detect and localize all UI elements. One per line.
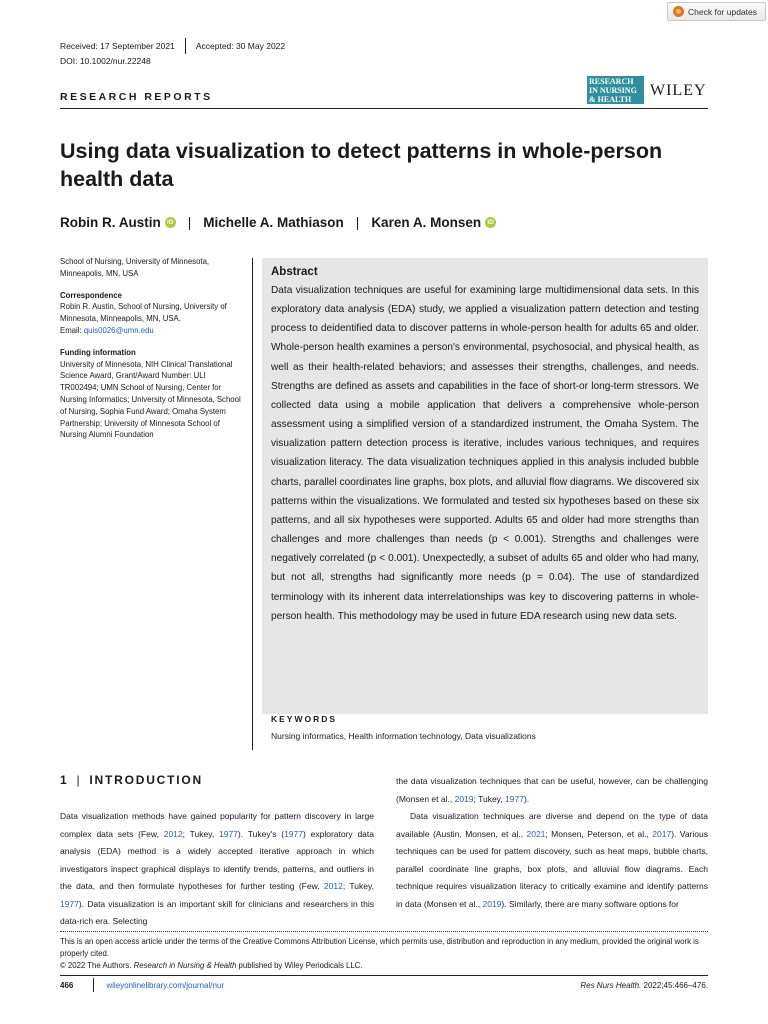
journal-name: Research in Nursing & Health bbox=[133, 961, 237, 970]
correspondence-heading: Correspondence bbox=[60, 290, 122, 300]
citation-details: 2022;45:466–476. bbox=[641, 980, 708, 990]
reference-link[interactable]: 1977 bbox=[219, 828, 238, 839]
author-divider: | bbox=[187, 215, 192, 230]
text-run: ; Tukey, bbox=[473, 793, 506, 804]
text-run: ; Tukey, bbox=[182, 828, 219, 839]
journal-logo: RESEARCH IN NURSING & HEALTH bbox=[587, 76, 644, 104]
license-text: This is an open access article under the terms of the Creative Commons Attribution License, which permits use, distribution and reproduction in any medium, provided the original work is properly cited. bbox=[60, 937, 699, 958]
text-run: ) exploratory data analysis (EDA) method is a widely accepted iterative approach in which investigators inspect graphical displays to identify trends, patterns, and outliers in the data, and then formulate hypotheses for further testing (Few, bbox=[60, 828, 374, 891]
dates-row bbox=[60, 38, 285, 54]
text-run: published by Wiley Periodicals LLC. bbox=[236, 961, 363, 970]
email-label: Email: bbox=[60, 325, 82, 335]
text-run: ). Various techniques can be used for pattern discovery, such as heat maps, bubble charts, parallel coordinate line graphs, box plots, and alluvial flow diagrams. Each technique requires visualization literacy to critically examine and identify patterns in data (Monsen et al., bbox=[396, 828, 708, 909]
reference-link[interactable]: 2019 bbox=[482, 898, 502, 909]
accepted-date: Accepted: 30 May 2022 bbox=[195, 41, 286, 51]
doi[interactable]: DOI: 10.1002/nur.22248 bbox=[60, 56, 151, 66]
text-run: ). Similarly, there are many software options for bbox=[501, 898, 679, 909]
body-paragraph bbox=[396, 773, 708, 808]
check-for-updates-button[interactable] bbox=[667, 2, 766, 21]
text-run: ). bbox=[523, 793, 530, 804]
funding-heading: Funding information bbox=[60, 347, 136, 357]
license-note bbox=[60, 936, 708, 972]
section-label: RESEARCH REPORTS bbox=[60, 91, 213, 103]
reference-link[interactable]: 2012 bbox=[163, 828, 183, 839]
license-divider bbox=[60, 931, 708, 932]
abstract-heading: Abstract bbox=[271, 266, 318, 278]
section-number: 1 bbox=[60, 773, 69, 787]
page-footer bbox=[60, 978, 708, 992]
header-rule bbox=[60, 108, 708, 109]
footer-divider bbox=[93, 978, 94, 992]
reference-link[interactable]: 1977 bbox=[60, 898, 79, 909]
body-column-left bbox=[60, 808, 374, 931]
reference-link[interactable]: 2012 bbox=[323, 881, 343, 891]
received-date: Received: 17 September 2021 bbox=[60, 41, 175, 51]
author-name[interactable]: Michelle A. Mathiason bbox=[203, 215, 344, 230]
article-info-sidebar bbox=[60, 256, 242, 441]
crossmark-icon bbox=[673, 6, 684, 17]
text-run: ). Data visualization is an important skill for clinicians and researchers in this data-rich era. Selecting bbox=[60, 898, 374, 926]
section-title: INTRODUCTION bbox=[89, 773, 203, 787]
orcid-icon[interactable]: iD bbox=[485, 217, 496, 228]
body-column-right bbox=[396, 773, 708, 913]
citation bbox=[580, 981, 708, 990]
publisher-logo: WILEY bbox=[650, 82, 707, 99]
author-divider: | bbox=[355, 215, 360, 230]
keywords-heading: KEYWORDS bbox=[271, 714, 338, 724]
sidebar-divider bbox=[252, 258, 253, 750]
reference-link[interactable]: 1977 bbox=[505, 793, 524, 804]
text-run: © 2022 The Authors. bbox=[60, 961, 134, 970]
text-run: Data visualization techniques are diverse and depend on the type of data available (Austin, Monsen, et al., bbox=[396, 811, 708, 839]
funding-text: University of Minnesota, NIH Clinical Translational Science Award, Grant/Award Number: ULI TR002494; UMN School of Nursing, Center for Nursing Informatics; University of Minnesota, School of Nursing, Sophia Fund Award; Omaha System Partnership; University of Minnesota School of Nursing Alumni Foundation bbox=[60, 359, 241, 440]
correspondence-address: Robin R. Austin, School of Nursing, University of Minnesota, Minneapolis, MN, USA. bbox=[60, 302, 227, 324]
abstract-text: Data visualization techniques are useful for examining large multidimensional data sets. In this exploratory data analysis (EDA) study, we applied a visualization pattern detection and testing process to deidentified data to discover patterns in whole-person health for adults 65 and older. Whole-person health examines a person's environmental, psychosocial, and physical health, as well as their health-related behaviors; and assesses their strengths, challenges, and needs. Strengths are defined as assets and capabilities in the face of short-or long-term stressors. We collected data using a mobile application that delivers a comprehensive whole-person assessment using a simplified version of a standardized instrument, the Omaha System. The visualization pattern detection process is iterative, includes various techniques, and requires visualization literacy. The data visualization techniques applied in this analysis included bubble charts, parallel coordinates line graphs, box plots, and alluvial flow diagrams. We discovered six patterns within the visualizations. We formulated and tested six hypotheses based on these six patterns, and all six hypotheses were supported. Adults 65 and older had more strengths than challenges and more challenges than needs (p < 0.001). Strengths and challenges were negatively correlated (p < 0.001). Unexpectedly, a subset of adults 65 and older who had many, but not all, strengths had significantly more needs (p = 0.04). The use of standardized terminology with its inherent data interrelationships was key to discovering patterns in whole-person health. This methodology may be used in future EDA research using new data sets. bbox=[271, 285, 699, 622]
text-run: ; Tukey, bbox=[342, 881, 374, 891]
journal-url-link[interactable]: wileyonlinelibrary.com/journal/nur bbox=[106, 980, 225, 990]
text-run: the data visualization techniques that can be useful, however, can be challenging (Monsen et al., bbox=[396, 776, 708, 804]
citation-journal: Res Nurs Health. bbox=[580, 980, 642, 990]
body-paragraph bbox=[396, 808, 708, 913]
reference-link[interactable]: 1977 bbox=[284, 828, 303, 839]
text-run: Data visualization methods have gained popularity for pattern discovery in large complex data sets (Few, bbox=[60, 811, 374, 839]
check-for-updates-label: Check for updates bbox=[688, 6, 757, 17]
reference-link[interactable]: 2017 bbox=[652, 828, 672, 839]
reference-link[interactable]: 2019 bbox=[454, 793, 474, 804]
heading-divider: | bbox=[76, 773, 82, 787]
abstract-box bbox=[262, 258, 708, 714]
reference-link[interactable]: 2021 bbox=[526, 828, 546, 839]
text-run: ; Monsen, Peterson, et al., bbox=[545, 828, 653, 839]
author-name[interactable]: Karen A. Monsen bbox=[371, 215, 482, 230]
article-title: Using data visualization to detect patterns in whole-person health data bbox=[60, 139, 663, 191]
body-paragraph bbox=[60, 808, 374, 931]
introduction-heading bbox=[60, 773, 203, 787]
text-run: ). Tukey's ( bbox=[237, 828, 285, 839]
page-number: 466 bbox=[60, 980, 74, 990]
author-name[interactable]: Robin R. Austin bbox=[60, 215, 161, 230]
dates-divider bbox=[185, 38, 186, 54]
copyright-line bbox=[60, 960, 708, 972]
affiliation: School of Nursing, University of Minnesota, Minneapolis, MN, USA bbox=[60, 257, 210, 278]
email-link[interactable]: quis0026@umn.edu bbox=[83, 325, 154, 335]
orcid-icon[interactable]: iD bbox=[165, 217, 176, 228]
keywords: Nursing informatics, Health information technology, Data visualizations bbox=[271, 731, 536, 741]
footer-rule bbox=[60, 975, 708, 976]
correspondence-text bbox=[60, 301, 242, 336]
author-list bbox=[60, 215, 496, 230]
